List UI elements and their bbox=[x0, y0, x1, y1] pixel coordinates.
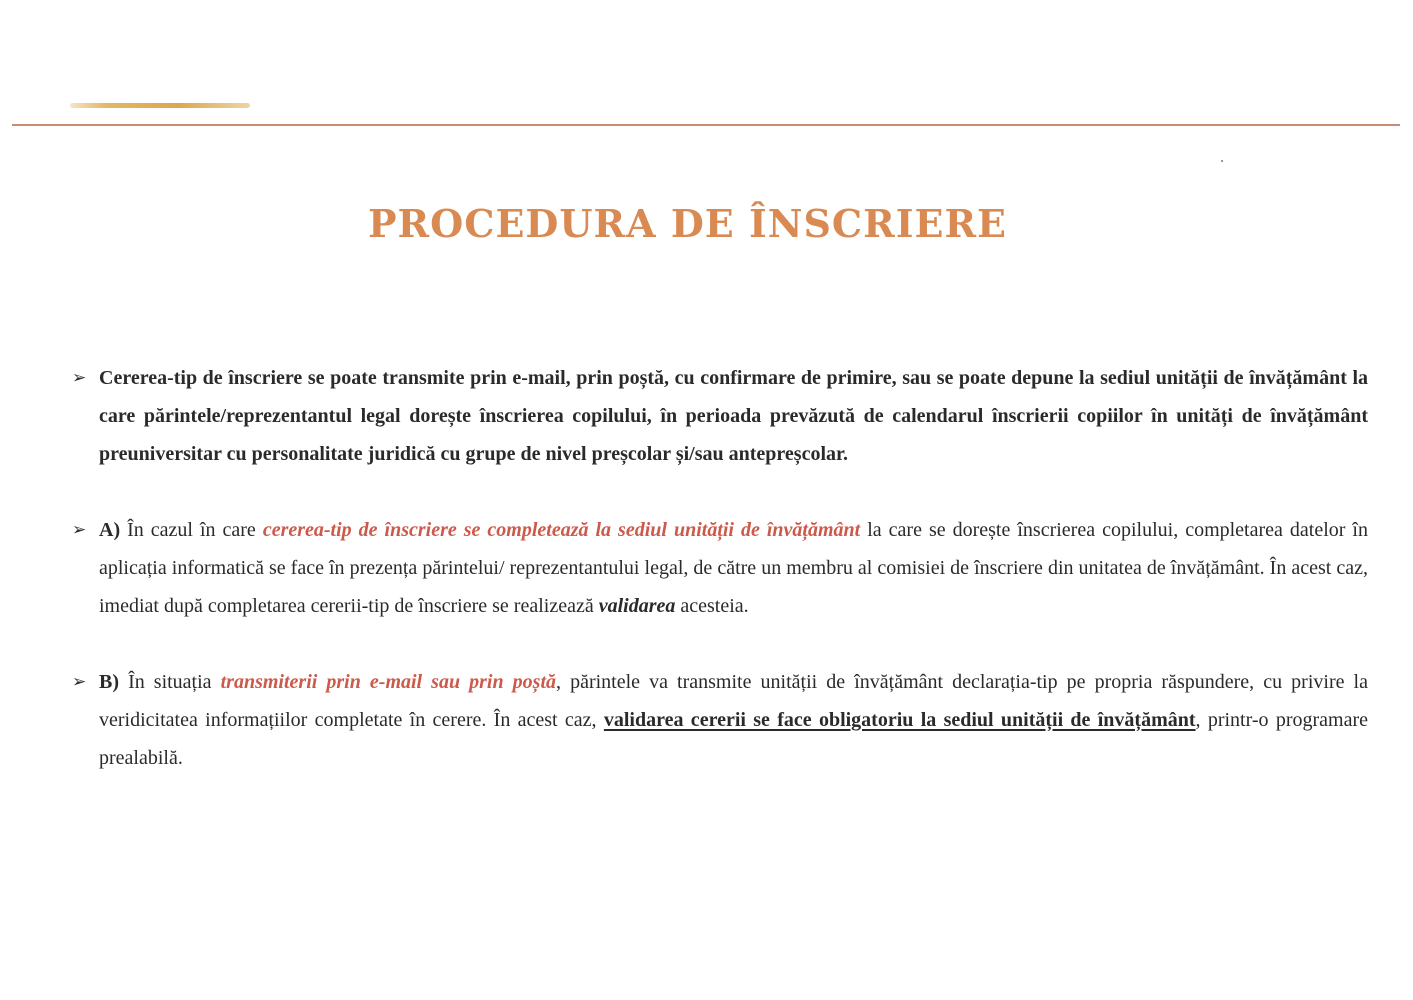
arrow-bullet-icon: ➢ bbox=[72, 672, 87, 692]
underlined-text: validarea cererii se face obligatoriu la sediul unității de învățământ bbox=[603, 709, 1196, 731]
header-accent-stroke bbox=[70, 103, 250, 108]
bullet-text: , părintele va transmite unității de învățământ declarația-tip pe propria răspundere, cu privire la veridicitatea informațiilor completate în cerere. În acest caz, bbox=[99, 671, 1368, 731]
bullet-text: , printr-o programare prealabilă. bbox=[99, 709, 1369, 769]
option-label: B) bbox=[99, 671, 119, 693]
bullet-text: În cazul în care bbox=[120, 519, 263, 541]
bullet-text: Cererea-tip de înscriere se poate transmite prin e-mail, prin poștă, cu confirmare de primire, sau se poate depune la sediul unității de învățământ la care părintele/reprezentantul legal dorește înscrierea copilului, în perioada prevăzută de calendarul înscrierii copiilor în unități de învățământ preuniversitar cu personalitate juridică cu grupe de nivel preșcolar și/sau antepreșcolar. bbox=[99, 367, 1368, 465]
arrow-bullet-icon: ➢ bbox=[72, 368, 87, 388]
scan-speck bbox=[1221, 160, 1223, 162]
page-title: PROCEDURA DE ÎNSCRIERE bbox=[367, 201, 1008, 246]
emphasis-text: validarea bbox=[598, 595, 676, 617]
arrow-bullet-icon: ➢ bbox=[72, 520, 87, 540]
header-divider bbox=[12, 124, 1400, 126]
highlight-text: cererea-tip de înscriere se completează la sediul unității de învățământ bbox=[262, 519, 861, 541]
list-item-option-a bbox=[72, 511, 1368, 625]
bullet-text: În situația bbox=[119, 671, 221, 693]
list-item-general bbox=[72, 359, 1368, 473]
option-label: A) bbox=[99, 519, 121, 541]
highlight-text: transmiterii prin e-mail sau prin poștă bbox=[220, 671, 557, 693]
bullet-text: la care se dorește înscrierea copilului, completarea datelor în aplicația informatică se face în prezența părintelui/ reprezentantului legal, de către un membru al comisiei de înscriere din unitatea de învățământ. În acest caz, imediat după completarea cererii-tip de înscriere se realizează bbox=[99, 519, 1368, 617]
procedure-list bbox=[72, 359, 1368, 777]
list-item-option-b bbox=[72, 663, 1368, 777]
bullet-text: acesteia. bbox=[675, 595, 749, 617]
